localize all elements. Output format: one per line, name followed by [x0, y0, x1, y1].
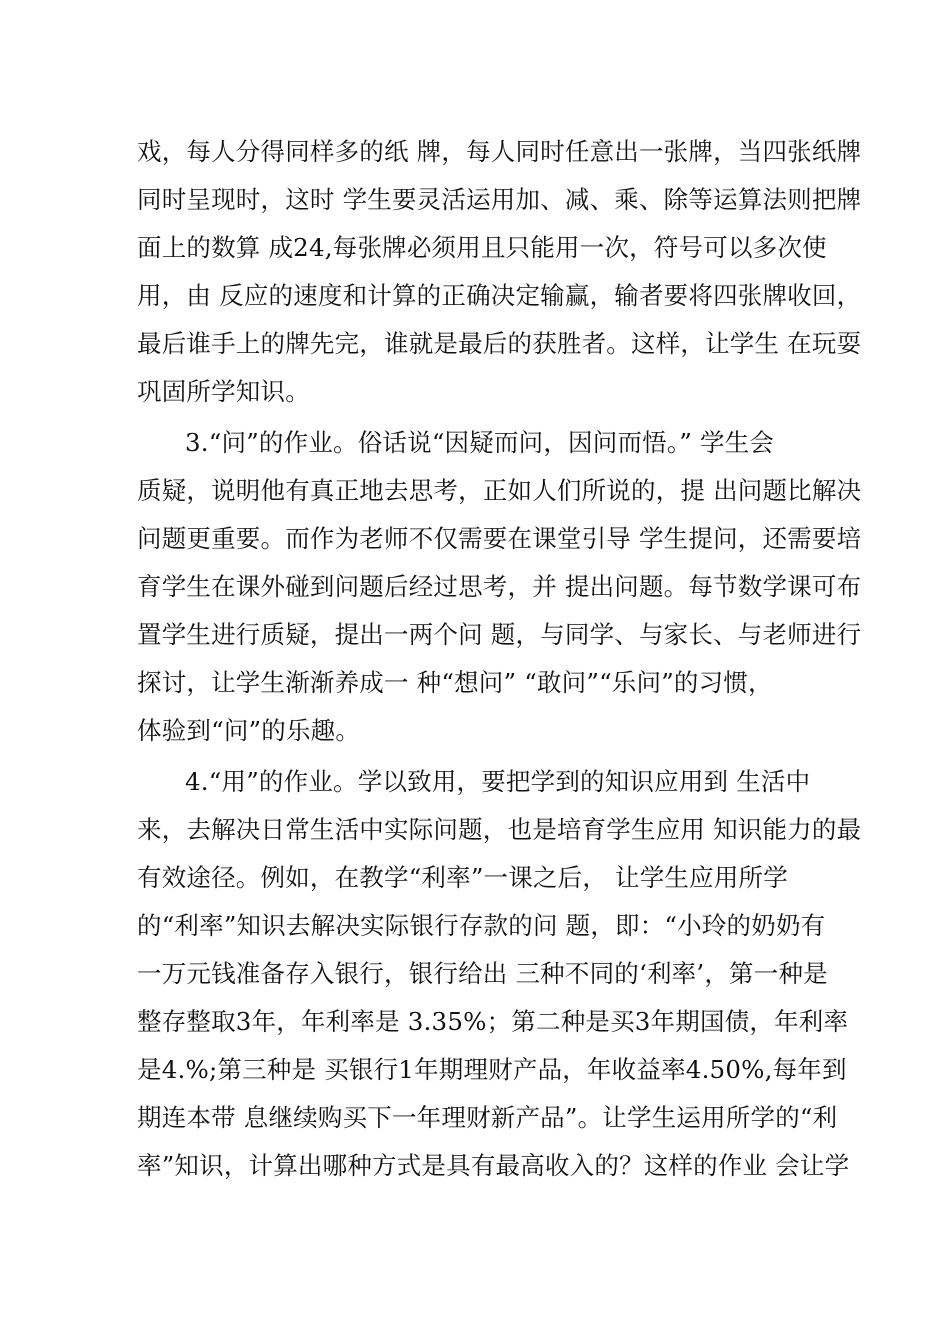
text-line: 探讨，让学生渐渐养成一 种“想问” “敢问”“乐问”的习惯， — [137, 668, 773, 697]
text-line: 的“利率”知识去解决实际银行存款的问 题，即：“小玲的奶奶有 — [137, 911, 826, 940]
text-line: 质疑，说明他有真正地去思考，正如人们所说的，提 出问题比解决 — [137, 476, 862, 505]
text-line: 问题更重要。而作为老师不仅需要在课堂引导 学生提问，还需要培 — [137, 524, 862, 553]
text-line: 育学生在课外碰到问题后经过思考，并 提出问题。每节数学课可布 — [137, 572, 862, 601]
text-line: 巩固所学知识。 — [137, 377, 310, 406]
text-line: 整存整取3年，年利率是 3.35%；第二种是买3年期国债，年利率 — [137, 1007, 849, 1036]
text-line: 戏，每人分得同样多的纸 牌，每人同时任意出一张牌，当四张纸牌 — [137, 137, 862, 166]
text-line: 率”知识，计算出哪种方式是具有最高收入的？这样的作业 会让学 — [137, 1151, 850, 1180]
text-line: 最后谁手上的牌先完，谁就是最后的获胜者。这样，让学生 在玩耍 — [137, 329, 862, 358]
text-line: 用，由 反应的速度和计算的正确决定输赢，输者要将四张牌收回， — [137, 281, 862, 310]
text-line: 同时呈现时，这时 学生要灵活运用加、减、乘、除等运算法则把牌 — [137, 185, 862, 214]
text-line: 面上的数算 成24,每张牌必须用且只能用一次，符号可以多次使 — [137, 233, 827, 262]
text-line: 一万元钱准备存入银行，银行给出 三种不同的‘利率’，第一种是 — [137, 959, 828, 988]
paragraph-heading-line: 4.“用”的作业。学以致用，要把学到的知识应用到 生活中 — [185, 767, 811, 796]
text-line: 来，去解决日常生活中实际问题，也是培育学生应用 知识能力的最 — [137, 815, 862, 844]
text-line: 是4.%;第三种是 买银行1年期理财产品，年收益率4.50%,每年到 — [137, 1055, 847, 1084]
text-line: 体验到“问”的乐趣。 — [137, 716, 361, 745]
text-line: 有效途径。例如，在教学“利率”一课之后， 让学生应用所学 — [137, 863, 788, 892]
text-line: 期连本带 息继续购买下一年理财新产品”。让学生运用所学的“利 — [137, 1103, 838, 1132]
text-line: 置学生进行质疑，提出一两个问 题，与同学、与家长、与老师进行 — [137, 620, 862, 649]
paragraph-heading-line: 3.“问”的作业。俗话说“因疑而问，因问而悟。” 学生会 — [185, 428, 775, 457]
